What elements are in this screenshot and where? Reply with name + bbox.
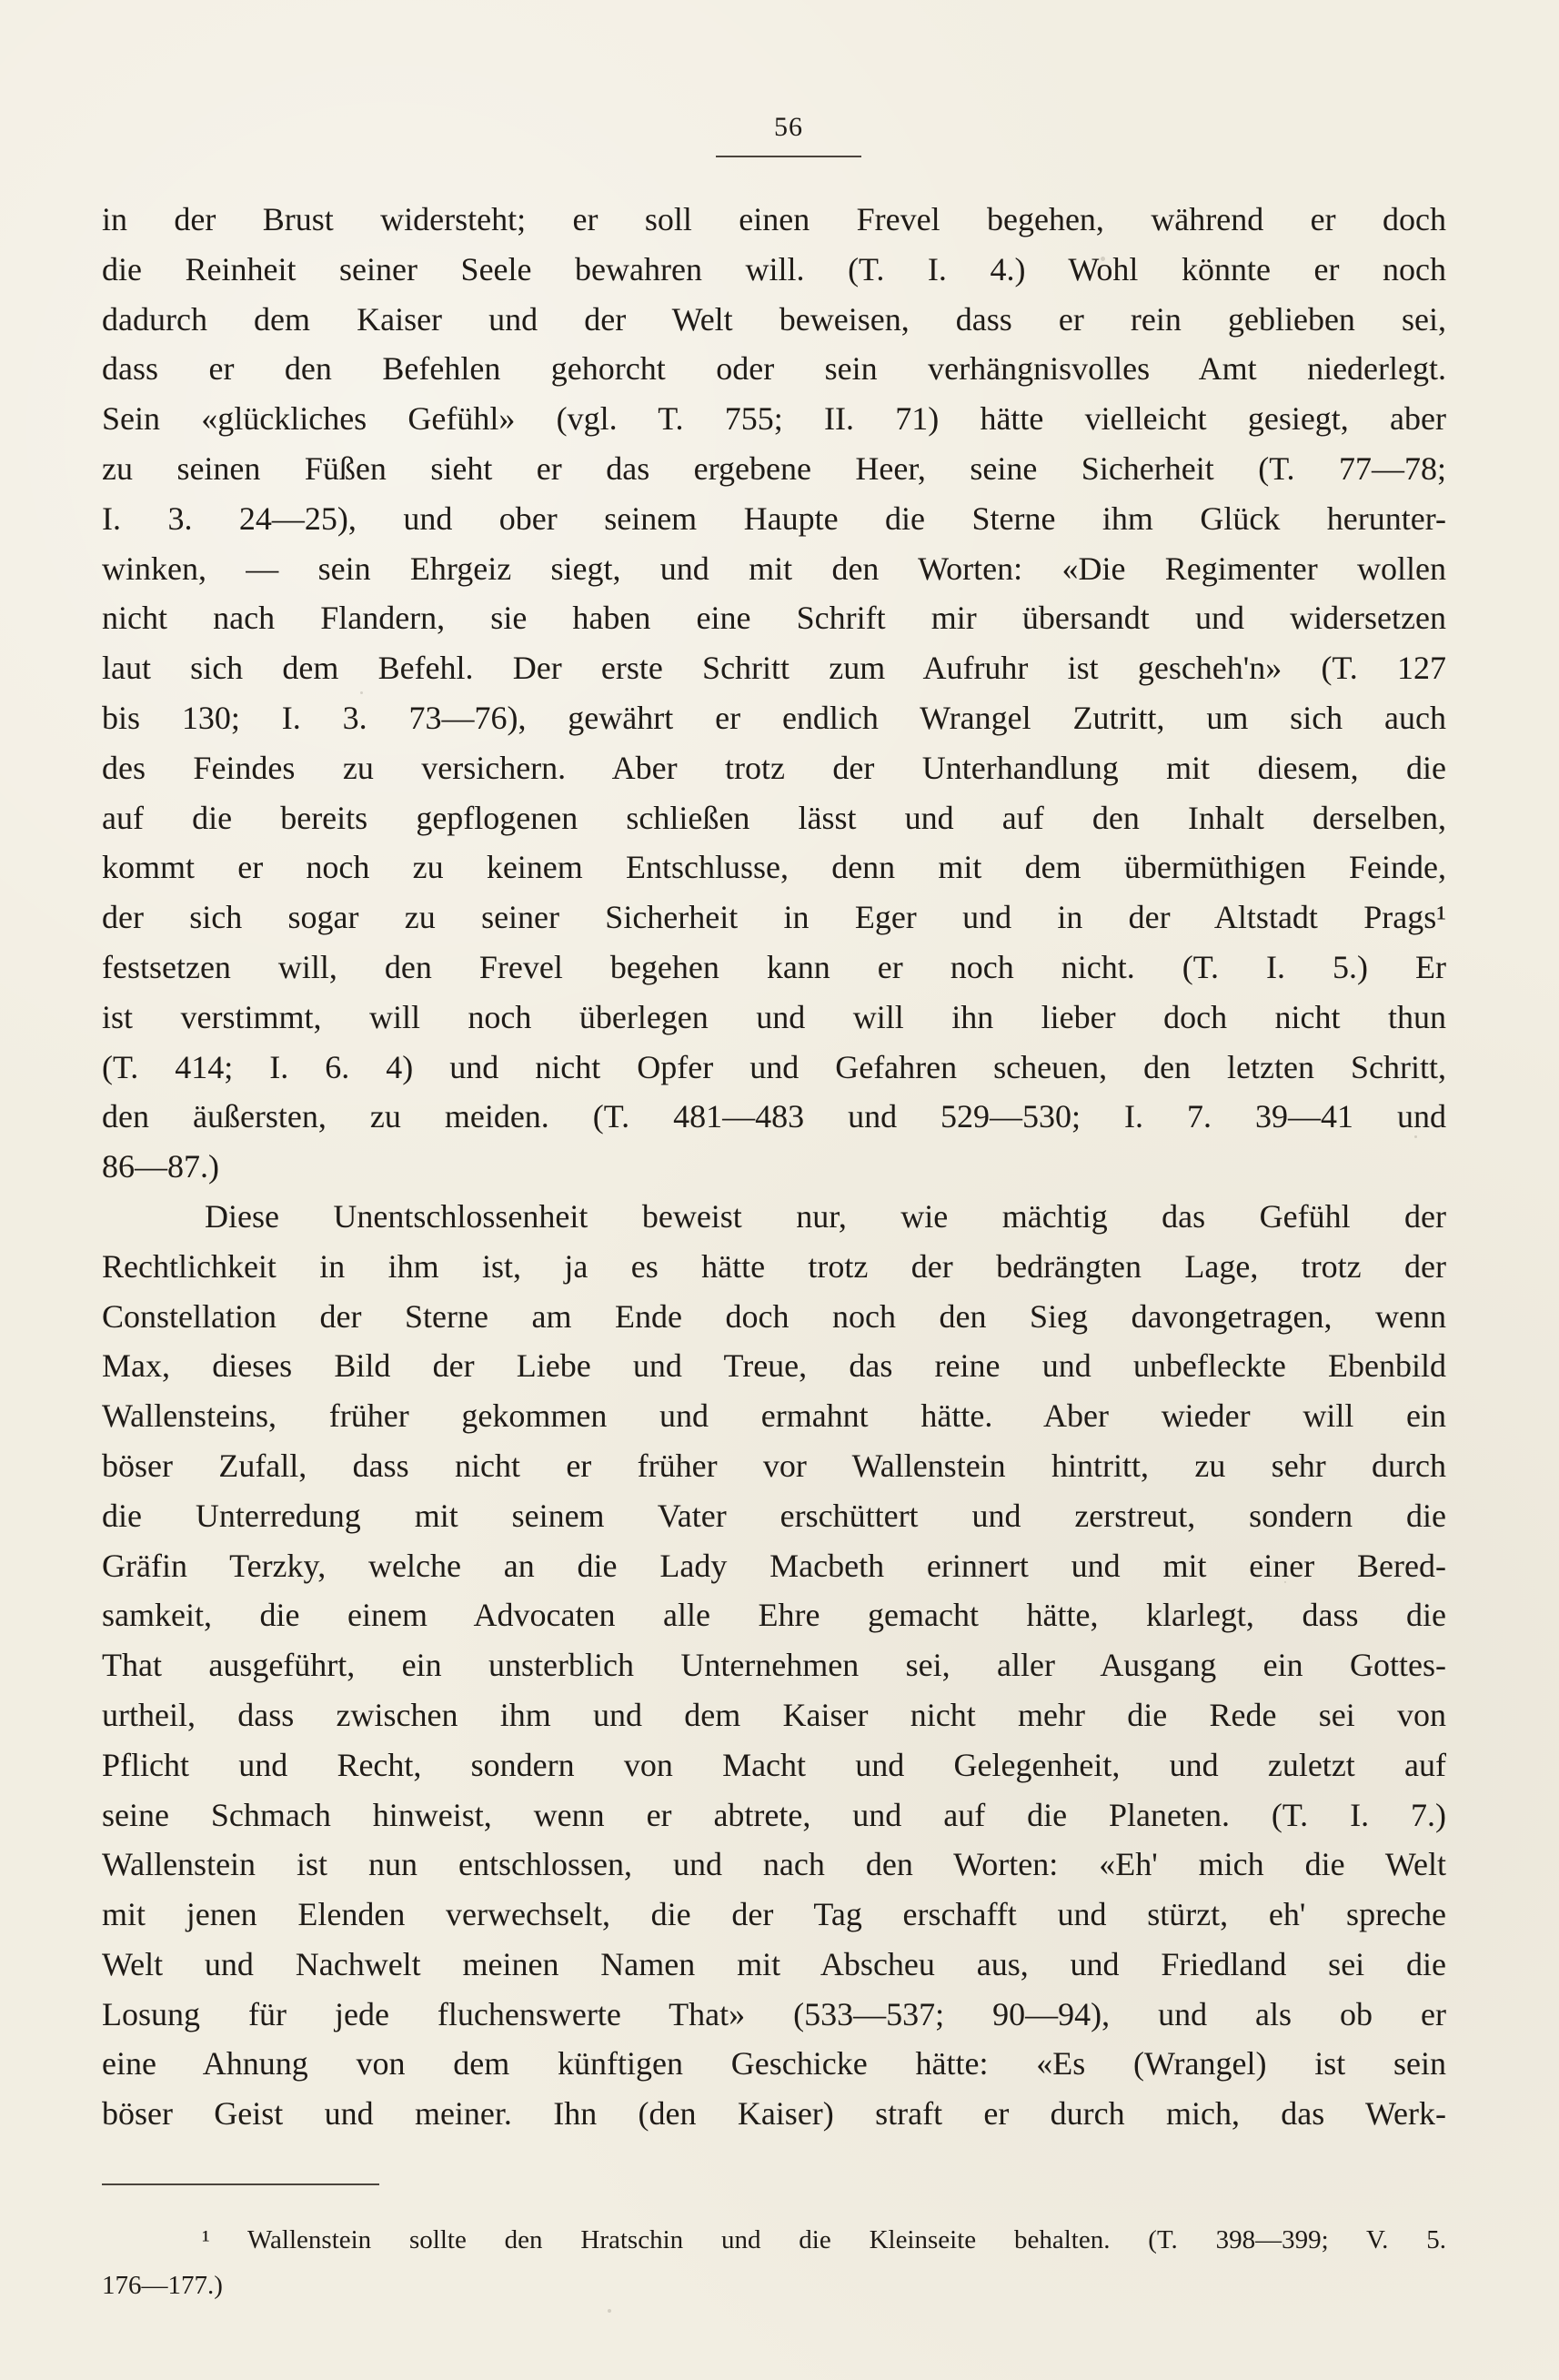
text-line: samkeit, die einem Advocaten alle Ehre gemacht hätte, klarlegt, dass die (102, 1597, 1446, 1634)
text-line: böser Zufall, dass nicht er früher vor Wallenstein hintritt, zu sehr durch (102, 1447, 1446, 1484)
text-line: Max, dieses Bild der Liebe und Treue, das reine und unbefleckte Ebenbild (102, 1347, 1446, 1385)
footnotes (102, 2217, 1446, 2308)
text-line: winken, — sein Ehrgeiz siegt, und mit den Worten: «Die Regimenter wollen (102, 550, 1446, 587)
text-line: Losung für jede fluchenswerte That» (533—537; 90—94), und als ob er (102, 1995, 1446, 2032)
text-line: zu seinen Füßen sieht er das ergebene Heer, seine Sicherheit (T. 77—78; (102, 449, 1446, 487)
text-line: That ausgeführt, ein unsterblich Unternehmen sei, aller Ausgang ein Gottes- (102, 1647, 1446, 1684)
text-line: in der Brust widersteht; er soll einen Frevel begehen, während er doch (102, 201, 1446, 237)
paper-speck (608, 2309, 611, 2313)
text-line: eine Ahnung von dem künftigen Geschicke hätte: «Es (Wrangel) ist sein (102, 2045, 1446, 2082)
footnote-rule (102, 2183, 379, 2185)
footnote-line: ¹ Wallenstein sollte den Hratschin und die Kleinseite behalten. (T. 398—399; V. 5. (202, 2225, 1446, 2254)
text-line: urtheil, dass zwischen ihm und dem Kaiser nicht mehr die Rede sei von (102, 1696, 1446, 1733)
text-line: Diese Unentschlossenheit beweist nur, wie mächtig das Gefühl der (205, 1197, 1446, 1235)
text-line: Rechtlichkeit in ihm ist, ja es hätte trotz der bedrängten Lage, trotz der (102, 1247, 1446, 1285)
text-line: des Feindes zu versichern. Aber trotz der Unterhandlung mit diesem, die (102, 749, 1446, 786)
text-line: seine Schmach hinweist, wenn er abtrete, und auf die Planeten. (T. I. 7.) (102, 1796, 1446, 1833)
header-rule (716, 156, 861, 157)
text-line: die Unterredung mit seinem Vater erschüttert und zerstreut, sondern die (102, 1497, 1446, 1534)
text-line: 86—87.) (102, 1148, 219, 1185)
text-line: den äußersten, zu meiden. (T. 481—483 und 529—530; I. 7. 39—41 und (102, 1098, 1446, 1135)
footnote-line: 176—177.) (102, 2271, 223, 2300)
text-line: (T. 414; I. 6. 4) und nicht Opfer und Gefahren scheuen, den letzten Schritt, (102, 1048, 1446, 1085)
text-line: kommt er noch zu keinem Entschlusse, denn mit dem übermüthigen Feinde, (102, 849, 1446, 886)
text-line: Wallensteins, früher gekommen und ermahnt hätte. Aber wieder will ein (102, 1397, 1446, 1435)
page-number: 56 (774, 112, 803, 142)
text-line: mit jenen Elenden verwechselt, die der Tag erschafft und stürzt, eh' spreche (102, 1896, 1446, 1933)
text-line: bis 130; I. 3. 73—76), gewährt er endlich Wrangel Zutritt, um sich auch (102, 699, 1446, 736)
text-line: nicht nach Flandern, sie haben eine Schrift mir übersandt und widersetzen (102, 600, 1446, 637)
text-line: auf die bereits gepflogenen schließen lässt und auf den Inhalt derselben, (102, 799, 1446, 836)
text-line: Sein «glückliches Gefühl» (vgl. T. 755; II. 71) hätte vielleicht gesiegt, aber (102, 400, 1446, 438)
text-line: festsetzen will, den Frevel begehen kann er noch nicht. (T. I. 5.) Er (102, 948, 1446, 985)
text-line: dadurch dem Kaiser und der Welt beweisen, dass er rein geblieben sei, (102, 300, 1446, 338)
text-line: Gräfin Terzky, welche an die Lady Macbeth erinnert und mit einer Bered- (102, 1547, 1446, 1584)
text-line: Welt und Nachwelt meinen Namen mit Abscheu aus, und Friedland sei die (102, 1945, 1446, 1982)
text-line: der sich sogar zu seiner Sicherheit in Eger und in der Altstadt Prags¹ (102, 899, 1446, 936)
text-line: Constellation der Sterne am Ende doch noch den Sieg davongetragen, wenn (102, 1297, 1446, 1335)
text-line: die Reinheit seiner Seele bewahren will. (T. I. 4.) Wohl könnte er noch (102, 250, 1446, 287)
text-line: dass er den Befehlen gehorcht oder sein verhängnisvolles Amt niederlegt. (102, 350, 1446, 388)
text-line: Wallenstein ist nun entschlossen, und nach den Worten: «Eh' mich die Welt (102, 1846, 1446, 1883)
text-line: Pflicht und Recht, sondern von Macht und Gelegenheit, und zuletzt auf (102, 1746, 1446, 1783)
text-line: böser Geist und meiner. Ihn (den Kaiser) straft er durch mich, das Werk- (102, 2095, 1446, 2133)
text-line: I. 3. 24—25), und ober seinem Haupte die Sterne ihm Glück herunter- (102, 499, 1446, 537)
text-line: laut sich dem Befehl. Der erste Schritt zum Aufruhr ist gescheh'n» (T. 127 (102, 650, 1446, 687)
body-text (102, 195, 1446, 2139)
text-line: ist verstimmt, will noch überlegen und will ihn lieber doch nicht thun (102, 998, 1446, 1035)
